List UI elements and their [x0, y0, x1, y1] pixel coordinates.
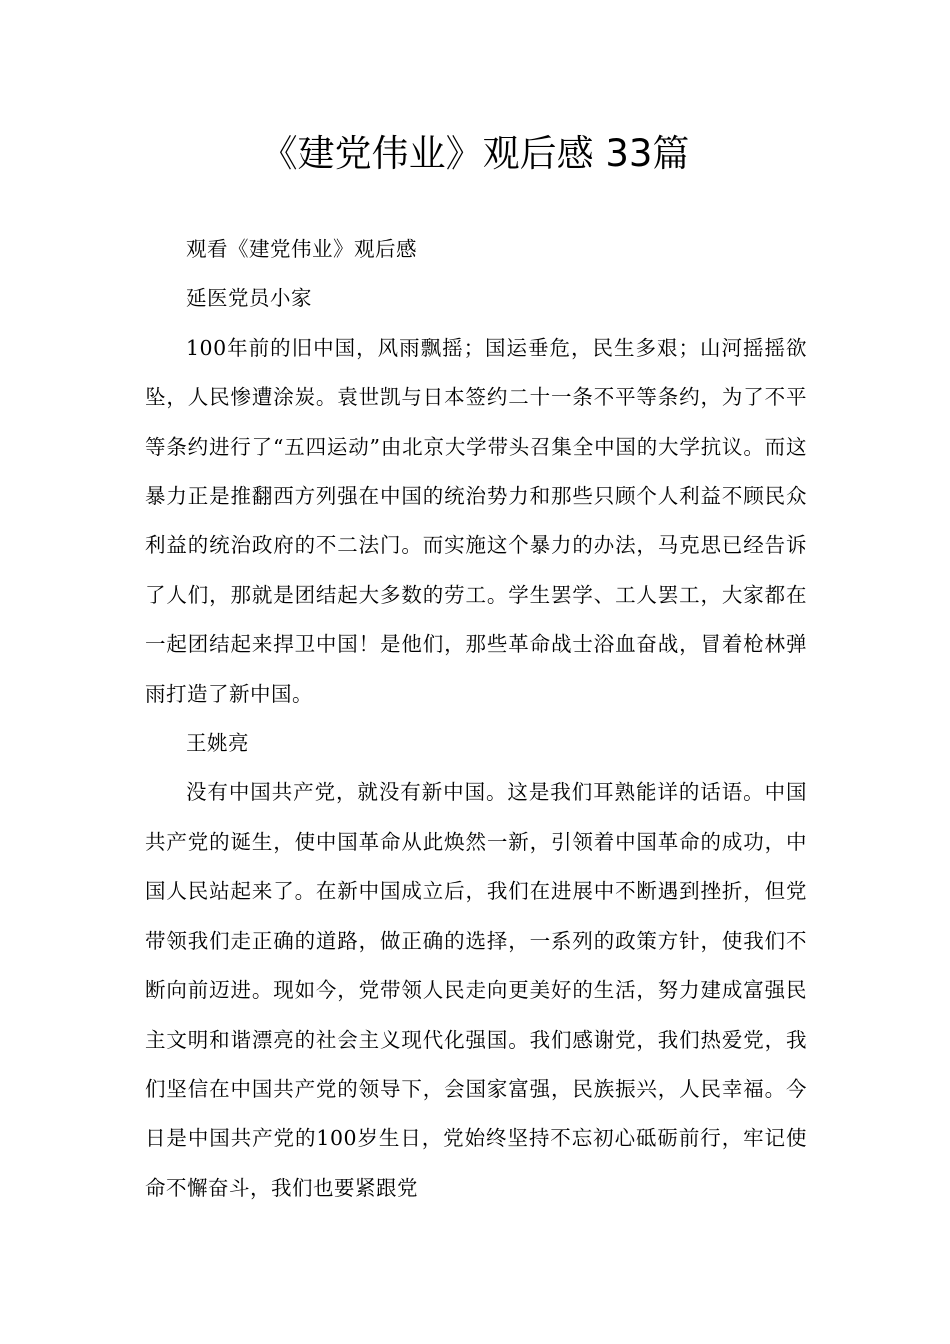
paragraph-essay-2: 没有中国共产党，就没有新中国。这是我们耳熟能详的话语。中国共产党的诞生，使中国革命从此焕然一新，引领着中国革命的成功，中国人民站起来了。在新中国成立后，我们在进展中不断遇到挫折，但党带领我们走正确的道路，做正确的选择，一系列的政策方针，使我们不断向前迈进。现如今，党带领人民走向更美好的生活，努力建成富强民主文明和谐漂亮的社会主义现代化强国。我们感谢党，我们热爱党，我们坚信在中国共产党的领导下，会国家富强，民族振兴，人民幸福。今日是中国共产党的100岁生日，党始终坚持不忘初心砥砺前行，牢记使命不懈奋斗，我们也要紧跟党	[145, 780, 807, 1200]
paragraph-essay-1: 100年前的旧中国，风雨飘摇；国运垂危，民生多艰；山河摇摇欲坠，人民惨遭涂炭。袁世凯与日本签约二十一条不平等条约，为了不平等条约进行了“五四运动”由北京大学带头召集全中国的大学抗议。而这暴力正是推翻西方列强在中国的统治势力和那些只顾个人利益不顾民众利益的统治政府的不二法门。而实施这个暴力的办法，马克思已经告诉了人们，那就是团结起大多数的劳工。学生罢学、工人罢工，大家都在一起团结起来捍卫中国！是他们，那些革命战士浴血奋战，冒着枪林弹雨打造了新中国。	[145, 335, 807, 706]
paragraph-author-1: 延医党员小家	[186, 286, 312, 311]
paragraph-author-2: 王姚亮	[186, 731, 249, 756]
document-body	[145, 225, 807, 1213]
paragraph-subtitle: 观看《建党伟业》观后感	[186, 237, 417, 261]
document-title: 《建党伟业》观后感 33篇	[260, 132, 690, 175]
